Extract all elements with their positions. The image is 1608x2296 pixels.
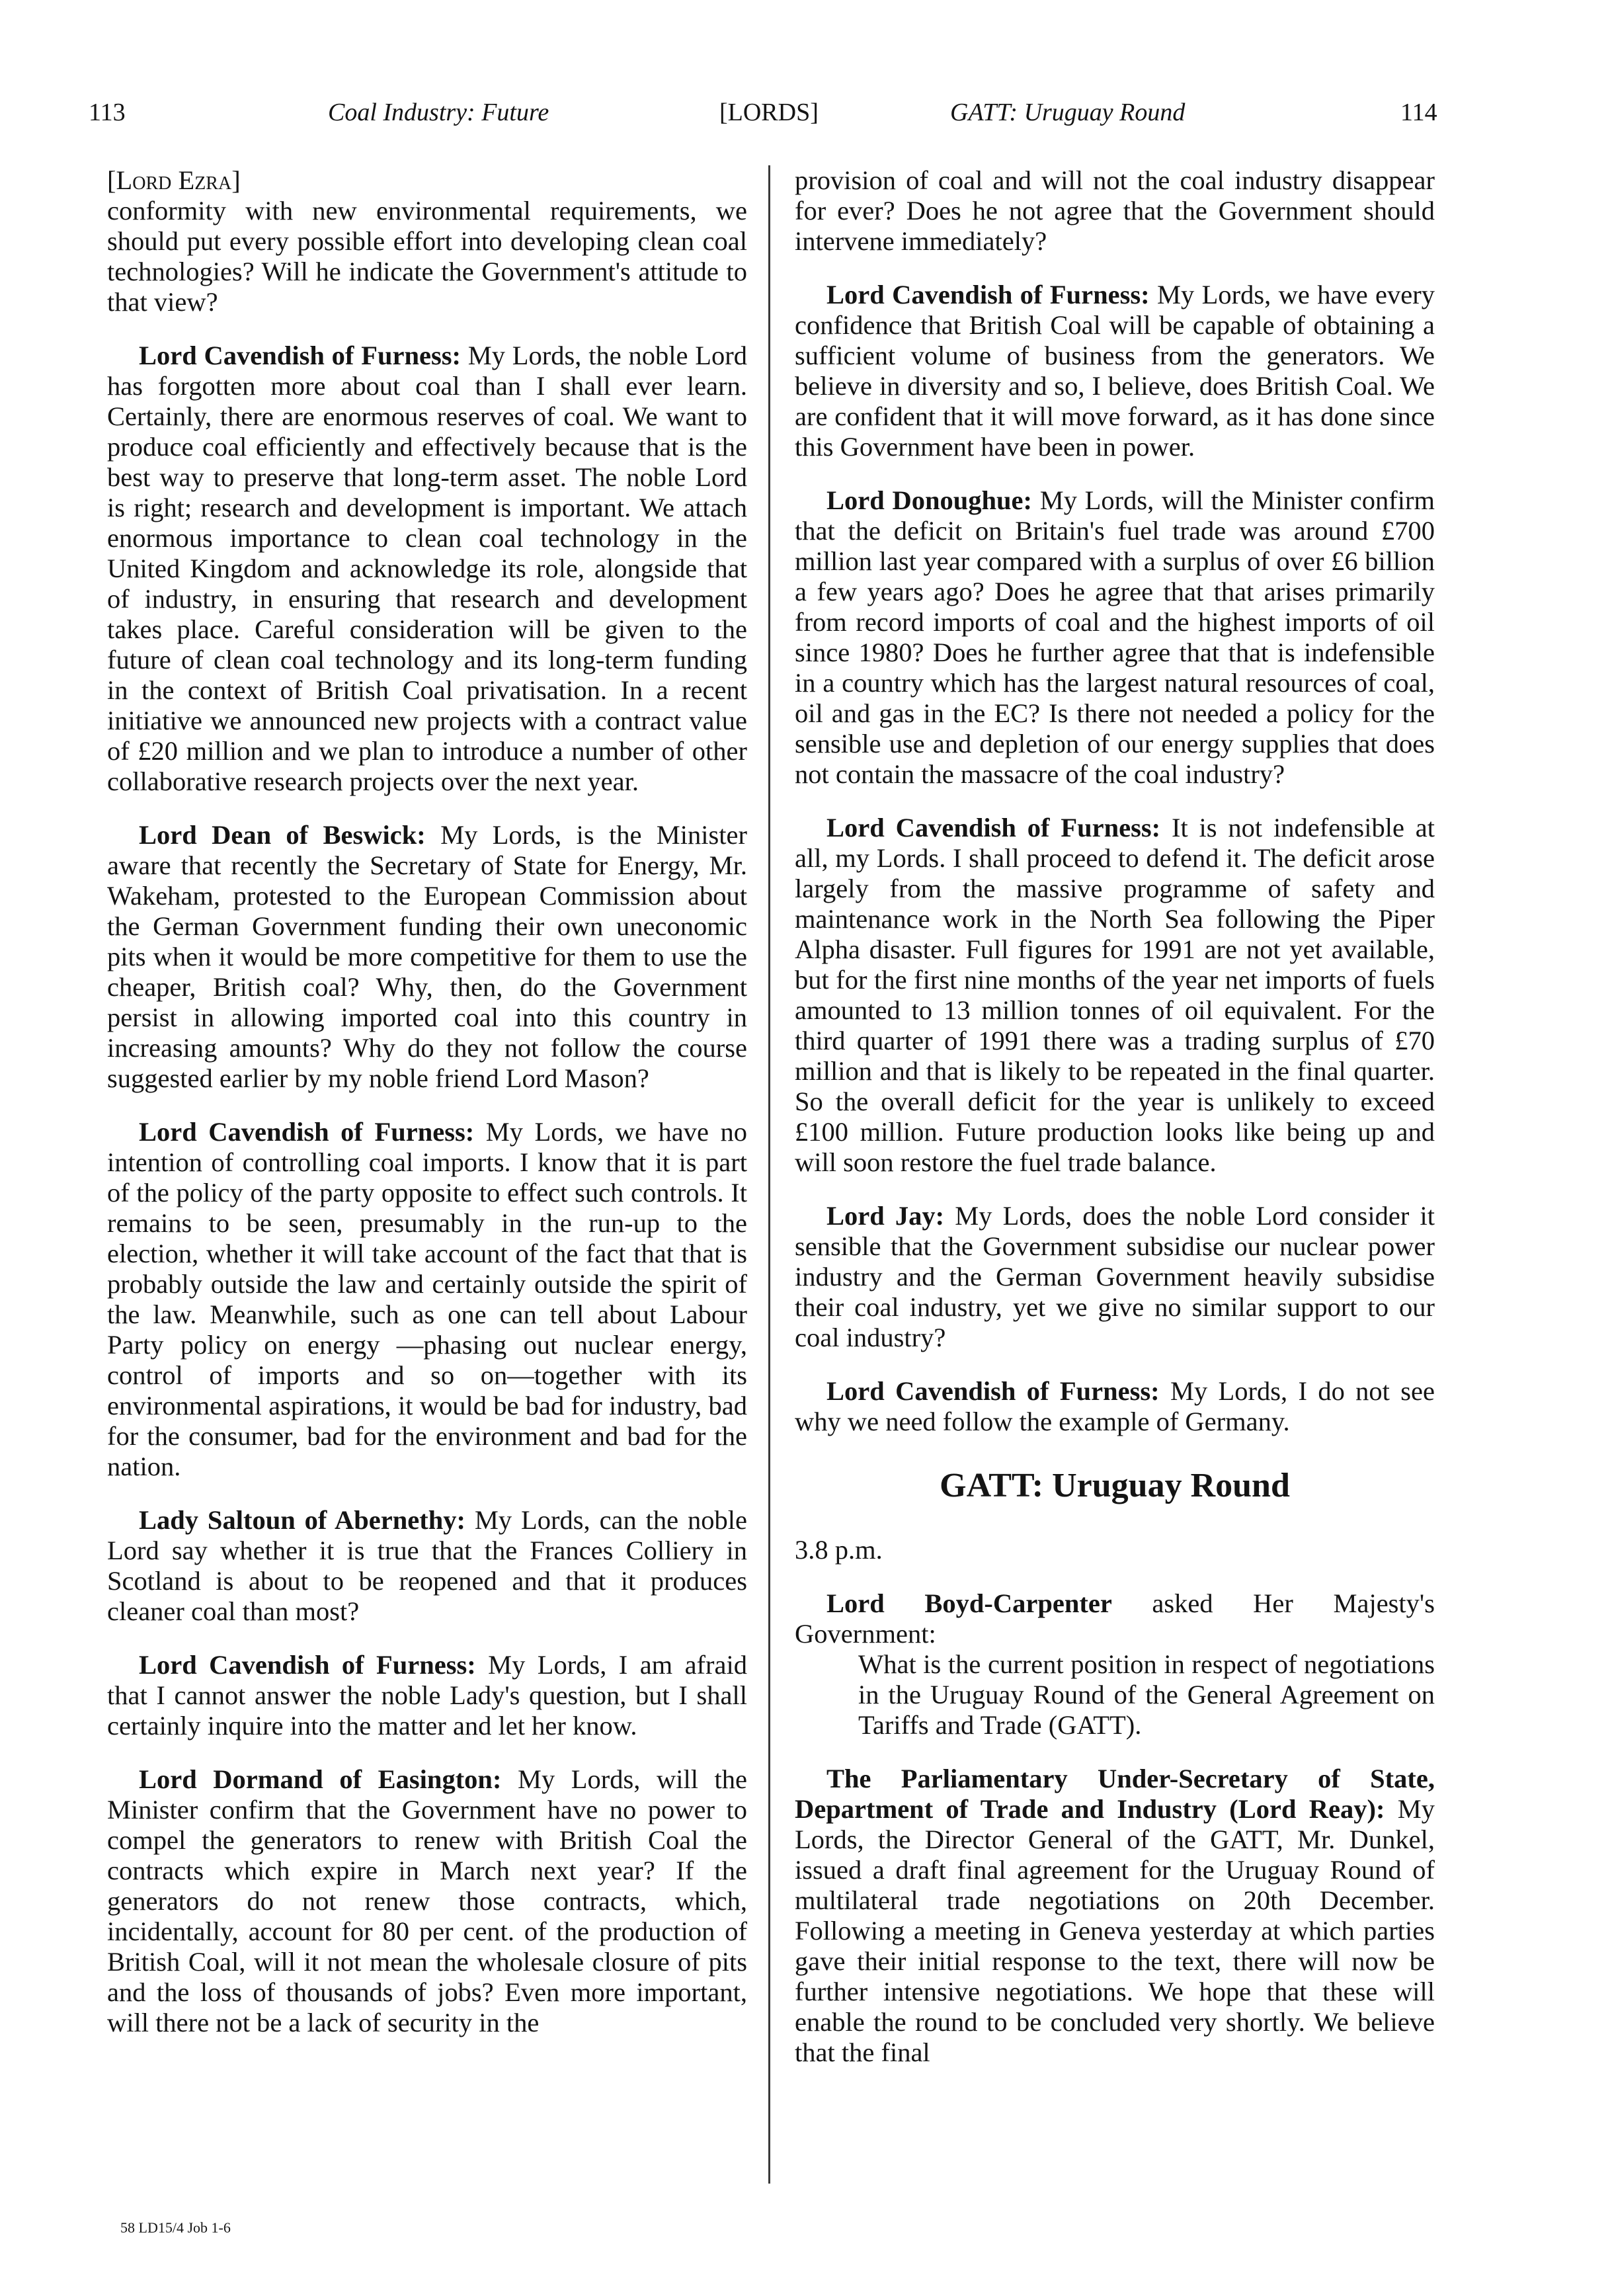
right-running-title: GATT: Uruguay Round (950, 99, 1186, 126)
speaker-name: Lady Saltoun of Abernethy: (139, 1505, 466, 1535)
continued-text: conformity with new environmental requirements, we should put every possible effort into developing clean coal technologies? Will he indicate the Government's attitude to that view? (107, 196, 747, 317)
speech (107, 341, 747, 797)
speech (795, 280, 1435, 462)
speaker-name: Lord Donoughue: (826, 485, 1033, 515)
speech-text: My Lords, we have every confidence that British Coal will be capable of obtaining a sufficient volume of business from the generators. We believe in diversity and so, I believe, does British Coal. We are confident that it will move forward, as it has done since this Government have been in power. (795, 280, 1435, 462)
speaker-name: Lord Dean of Beswick: (139, 820, 426, 850)
speech-text: My Lords, I do not see why we need follow the example of Germany. (795, 1376, 1435, 1436)
question-text: asked Her Majesty's Government: (795, 1588, 1435, 1649)
question (795, 1588, 1435, 1649)
speech (795, 1201, 1435, 1353)
speech (107, 1117, 747, 1482)
speech (107, 1650, 747, 1741)
speaker-name: Lord Cavendish of Furness: (139, 1117, 475, 1147)
left-running-title: Coal Industry: Future (328, 99, 549, 126)
answer (795, 1764, 1435, 2068)
speaker-name: Lord Cavendish of Furness: (139, 1650, 476, 1680)
speech-text: My Lords, I am afraid that I cannot answer the noble Lady's question, but I shall certainly inquire into the matter and let her know. (107, 1650, 747, 1741)
continued-text: provision of coal and will not the coal industry disappear for ever? Does he not agree that the Government should intervene immediately? (795, 165, 1435, 256)
speech (107, 1505, 747, 1627)
speaker-name: Lord Cavendish of Furness: (139, 341, 461, 370)
right-page-number: 114 (1400, 99, 1437, 126)
question-quote: What is the current position in respect of negotiations in the Uruguay Round of the General Agreement on Tariffs and Trade (GATT). (858, 1649, 1435, 1740)
speaker-name: Lord Jay: (826, 1201, 945, 1231)
answer-text: My Lords, the Director General of the GATT, Mr. Dunkel, issued a draft final agreement for the Uruguay Round of multilateral trade negotiations on 20th December. Following a meeting in Geneva yesterday at which parties gave their initial response to the text, there will now be further intensive negotiations. We hope that these will enable the round to be concluded very shortly. We believe that the final (795, 1794, 1435, 2067)
speaker-name: The Parliamentary Under-Secretary of State, Department of Trade and Industry (Lord Reay): (795, 1764, 1435, 1824)
left-column (107, 165, 747, 2061)
speaker-name: Lord Dormand of Easington: (139, 1764, 502, 1794)
sitting-time: 3.8 p.m. (795, 1535, 883, 1565)
right-column (795, 165, 1435, 2091)
house-label: [LORDS] (719, 99, 819, 126)
speech (795, 813, 1435, 1178)
speaker-name: Lord Cavendish of Furness: (826, 1376, 1160, 1406)
speech-text: It is not indefensible at all, my Lords. I shall proceed to defend it. The deficit arose largely from the massive programme of safety and maintenance work in the North Sea following the Piper Alpha disaster. Full figures for 1991 are not yet available, but for the first nine months of the year net imports of fuels amounted to 13 million tonnes of oil equivalent. For the third quarter of 1991 there was a trading surplus of £70 million and that is likely to be repeated in the final quarter. So the overall deficit for the year is unlikely to exceed £100 million. Future production looks like being up and will soon restore the fuel trade balance. (795, 813, 1435, 1177)
speech-text: My Lords, can the noble Lord say whether it is true that the Frances Colliery in Scotland is about to be reopened and that it produces cleaner coal than most? (107, 1505, 748, 1626)
speech-text: My Lords, will the Minister confirm that the Government have no power to compel the generators to renew with British Coal the contracts which expire in March next year? If the generators do not renew those contracts, which, incidentally, account for 80 per cent. of the production of British Coal, will it not mean the wholesale closure of pits and the loss of thousands of jobs? Even more important, will there not be a lack of security in the (107, 1764, 747, 2037)
section-heading: GATT: Uruguay Round (940, 1467, 1290, 1504)
page-header (0, 98, 1608, 138)
speaker-name: Lord Cavendish of Furness: (826, 813, 1161, 842)
speech-text: My Lords, the noble Lord has forgotten more about coal than I shall ever learn. Certainly, there are enormous reserves of coal. We want to produce coal efficiently and effectively because that is the best way to preserve that long-term asset. The noble Lord is right; research and development is important. We attach enormous importance to clean coal technology in the United Kingdom and acknowledge its role, alongside that of industry, in ensuring that research and development takes place. Careful consideration will be given to the future of clean coal technology and its long-term funding in the context of British Coal privatisation. In a recent initiative we announced new projects with a contract value of £20 million and we plan to introduce a number of other collaborative research projects over the next year. (107, 341, 747, 796)
speaker-name: Lord Boyd-Carpenter (826, 1588, 1112, 1618)
speech-text: My Lords, will the Minister confirm that the deficit on Britain's fuel trade was around £700 million last year compared with a surplus of over £6 billion a few years ago? Does he agree that that arises primarily from record imports of coal and the highest imports of oil since 1980? Does he further agree that that is indefensible in a country which has the largest natural resources of coal, oil and gas in the EC? Is there not needed a policy for the sensible use and depletion of our energy supplies that does not contain the massacre of the coal industry? (795, 485, 1435, 789)
column-divider (768, 165, 770, 2184)
speaker-attribution: [Lord Ezra] (107, 165, 241, 195)
speech-text: My Lords, we have no intention of controlling coal imports. I know that it is part of the policy of the party opposite to effect such controls. It remains to be seen, presumably in the run-up to the election, whether it will take account of the fact that that is probably outside the law and certainly outside the spirit of the law. Meanwhile, such as one can tell about Labour Party policy on energy —phasing out nuclear energy, control of imports and so on—together with its environmental aspirations, it would be bad for industry, bad for the consumer, bad for the environment and bad for the nation. (107, 1117, 747, 1481)
speech (795, 485, 1435, 790)
speech-text: My Lords, is the Minister aware that recently the Secretary of State for Energy, Mr. Wakeham, protested to the European Commission about the German Government funding their own uneconomic pits when it would be more competitive for them to use the cheaper, British coal? Why, then, do the Government persist in allowing imported coal into this country in increasing amounts? Why do they not follow the course suggested earlier by my noble friend Lord Mason? (107, 820, 747, 1093)
speech-text: My Lords, does the noble Lord consider it sensible that the Government subsidise our nuclear power industry and the German Government heavily subsidise their coal industry, yet we give no similar support to our coal industry? (795, 1201, 1435, 1352)
speech (795, 1376, 1435, 1437)
speaker-name: Lord Cavendish of Furness: (826, 280, 1150, 309)
speech (107, 1764, 747, 2038)
speech (107, 820, 747, 1094)
print-footer: 58 LD15/4 Job 1-6 (120, 2219, 231, 2236)
left-page-number: 113 (89, 99, 126, 126)
